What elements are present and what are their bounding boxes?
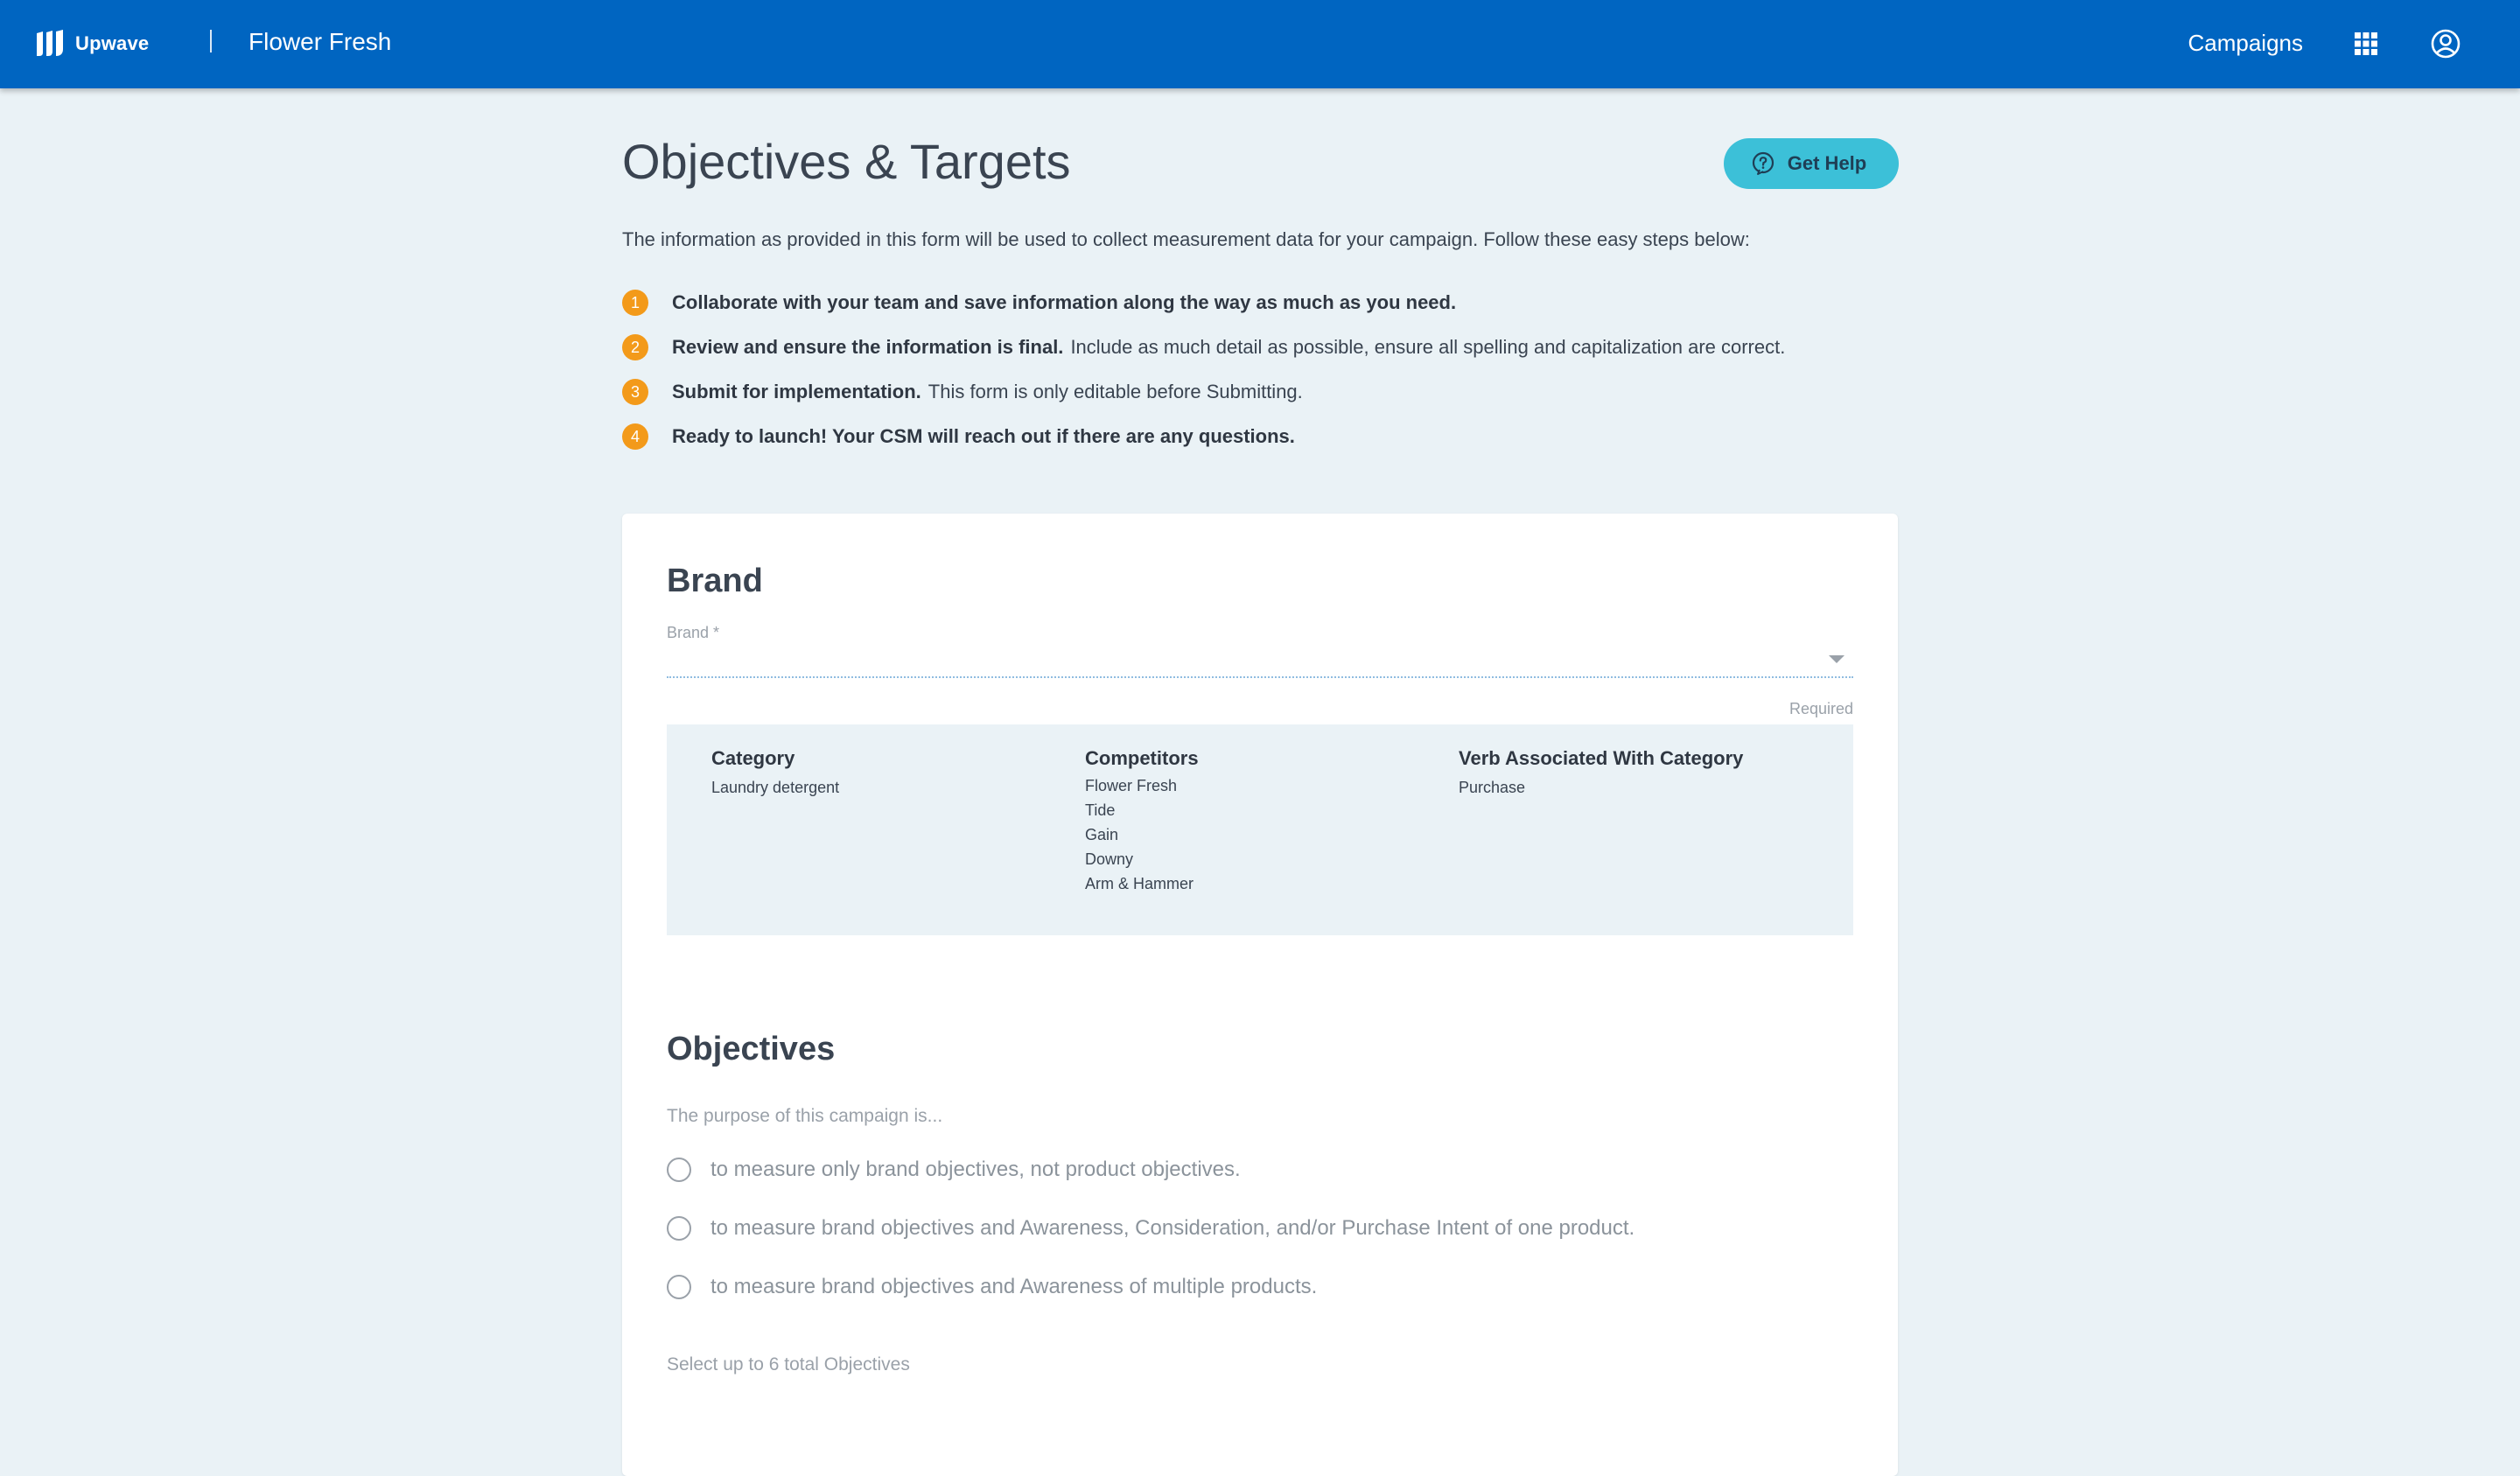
brand-field-label: Brand * (667, 624, 720, 641)
step-title: Ready to launch! Your CSM will reach out if there are any questions. (672, 425, 1295, 447)
campaigns-link[interactable]: Campaigns (2188, 30, 2303, 56)
verb-value: Purchase (1459, 779, 1526, 796)
category-value: Laundry detergent (711, 779, 840, 796)
required-hint: Required (1788, 700, 1853, 717)
competitor-item: Tide (1085, 801, 1116, 819)
select-objectives-hint: Select up to 6 total Objectives (667, 1354, 910, 1375)
objective-option-brand-only[interactable] (667, 1158, 1241, 1182)
objectives-heading: Objectives (667, 1031, 836, 1067)
upwave-logo[interactable] (35, 30, 149, 58)
radio-button[interactable] (667, 1275, 691, 1299)
apps-grid-icon[interactable] (2354, 31, 2378, 56)
step-item (622, 423, 1295, 451)
get-help-button[interactable] (1724, 138, 1899, 189)
radio-label[interactable]: to measure brand objectives and Awareness, Consideration, and/or Purchase Intent of one product. (710, 1216, 1635, 1240)
objective-option-multiple-products[interactable] (667, 1275, 1317, 1299)
step-number-badge: 4 (622, 423, 648, 450)
client-name: Flower Fresh (248, 28, 392, 55)
verb-column (1459, 747, 1743, 797)
upwave-logo-icon (35, 30, 66, 58)
category-heading: Category (711, 747, 795, 769)
competitors-heading: Competitors (1085, 747, 1199, 769)
radio-label[interactable]: to measure brand objectives and Awareness of multiple products. (710, 1275, 1318, 1298)
step-item (622, 289, 1456, 317)
step-number-badge: 1 (622, 290, 648, 316)
radio-label[interactable]: to measure only brand objectives, not product objectives. (710, 1158, 1241, 1181)
intro-text: The information as provided in this form will be used to collect measurement data for your campaign. Follow these easy steps below: (622, 228, 1750, 250)
verb-heading: Verb Associated With Category (1459, 747, 1744, 769)
step-description: This form is only editable before Submitting. (928, 381, 1303, 402)
competitor-item: Arm & Hammer (1085, 875, 1194, 892)
step-title: Collaborate with your team and save information along the way as much as you need. (672, 291, 1457, 313)
help-question-icon (1751, 151, 1775, 176)
competitors-column (1085, 747, 1199, 896)
objective-option-one-product[interactable] (667, 1216, 1634, 1241)
step-description: Include as much detail as possible, ensure all spelling and capitalization are correct. (1070, 336, 1786, 358)
competitor-item: Downy (1085, 850, 1134, 868)
brand-info-panel (667, 724, 1853, 935)
step-title: Review and ensure the information is final. (672, 336, 1064, 358)
radio-button[interactable] (667, 1216, 691, 1241)
step-number-badge: 2 (622, 334, 648, 360)
get-help-label: Get Help (1787, 152, 1867, 174)
step-title: Submit for implementation. (672, 381, 921, 402)
header-separator (210, 30, 212, 52)
page-title: Objectives & Targets (622, 134, 1071, 189)
competitors-list (1085, 773, 1199, 896)
competitor-item: Gain (1085, 826, 1119, 843)
top-navigation-bar (0, 0, 2520, 88)
radio-button[interactable] (667, 1158, 691, 1182)
user-account-icon[interactable] (2431, 29, 2460, 59)
step-item (622, 378, 1303, 406)
chevron-down-icon[interactable] (1829, 655, 1844, 663)
brand-select[interactable] (667, 645, 1853, 678)
brand-heading: Brand (667, 563, 763, 599)
competitor-item: Flower Fresh (1085, 777, 1178, 794)
purpose-label: The purpose of this campaign is... (667, 1106, 943, 1126)
step-number-badge: 3 (622, 379, 648, 405)
step-item (622, 333, 1785, 361)
form-card (622, 514, 1898, 1476)
category-column (711, 747, 839, 797)
logo-text: Upwave (75, 32, 150, 54)
